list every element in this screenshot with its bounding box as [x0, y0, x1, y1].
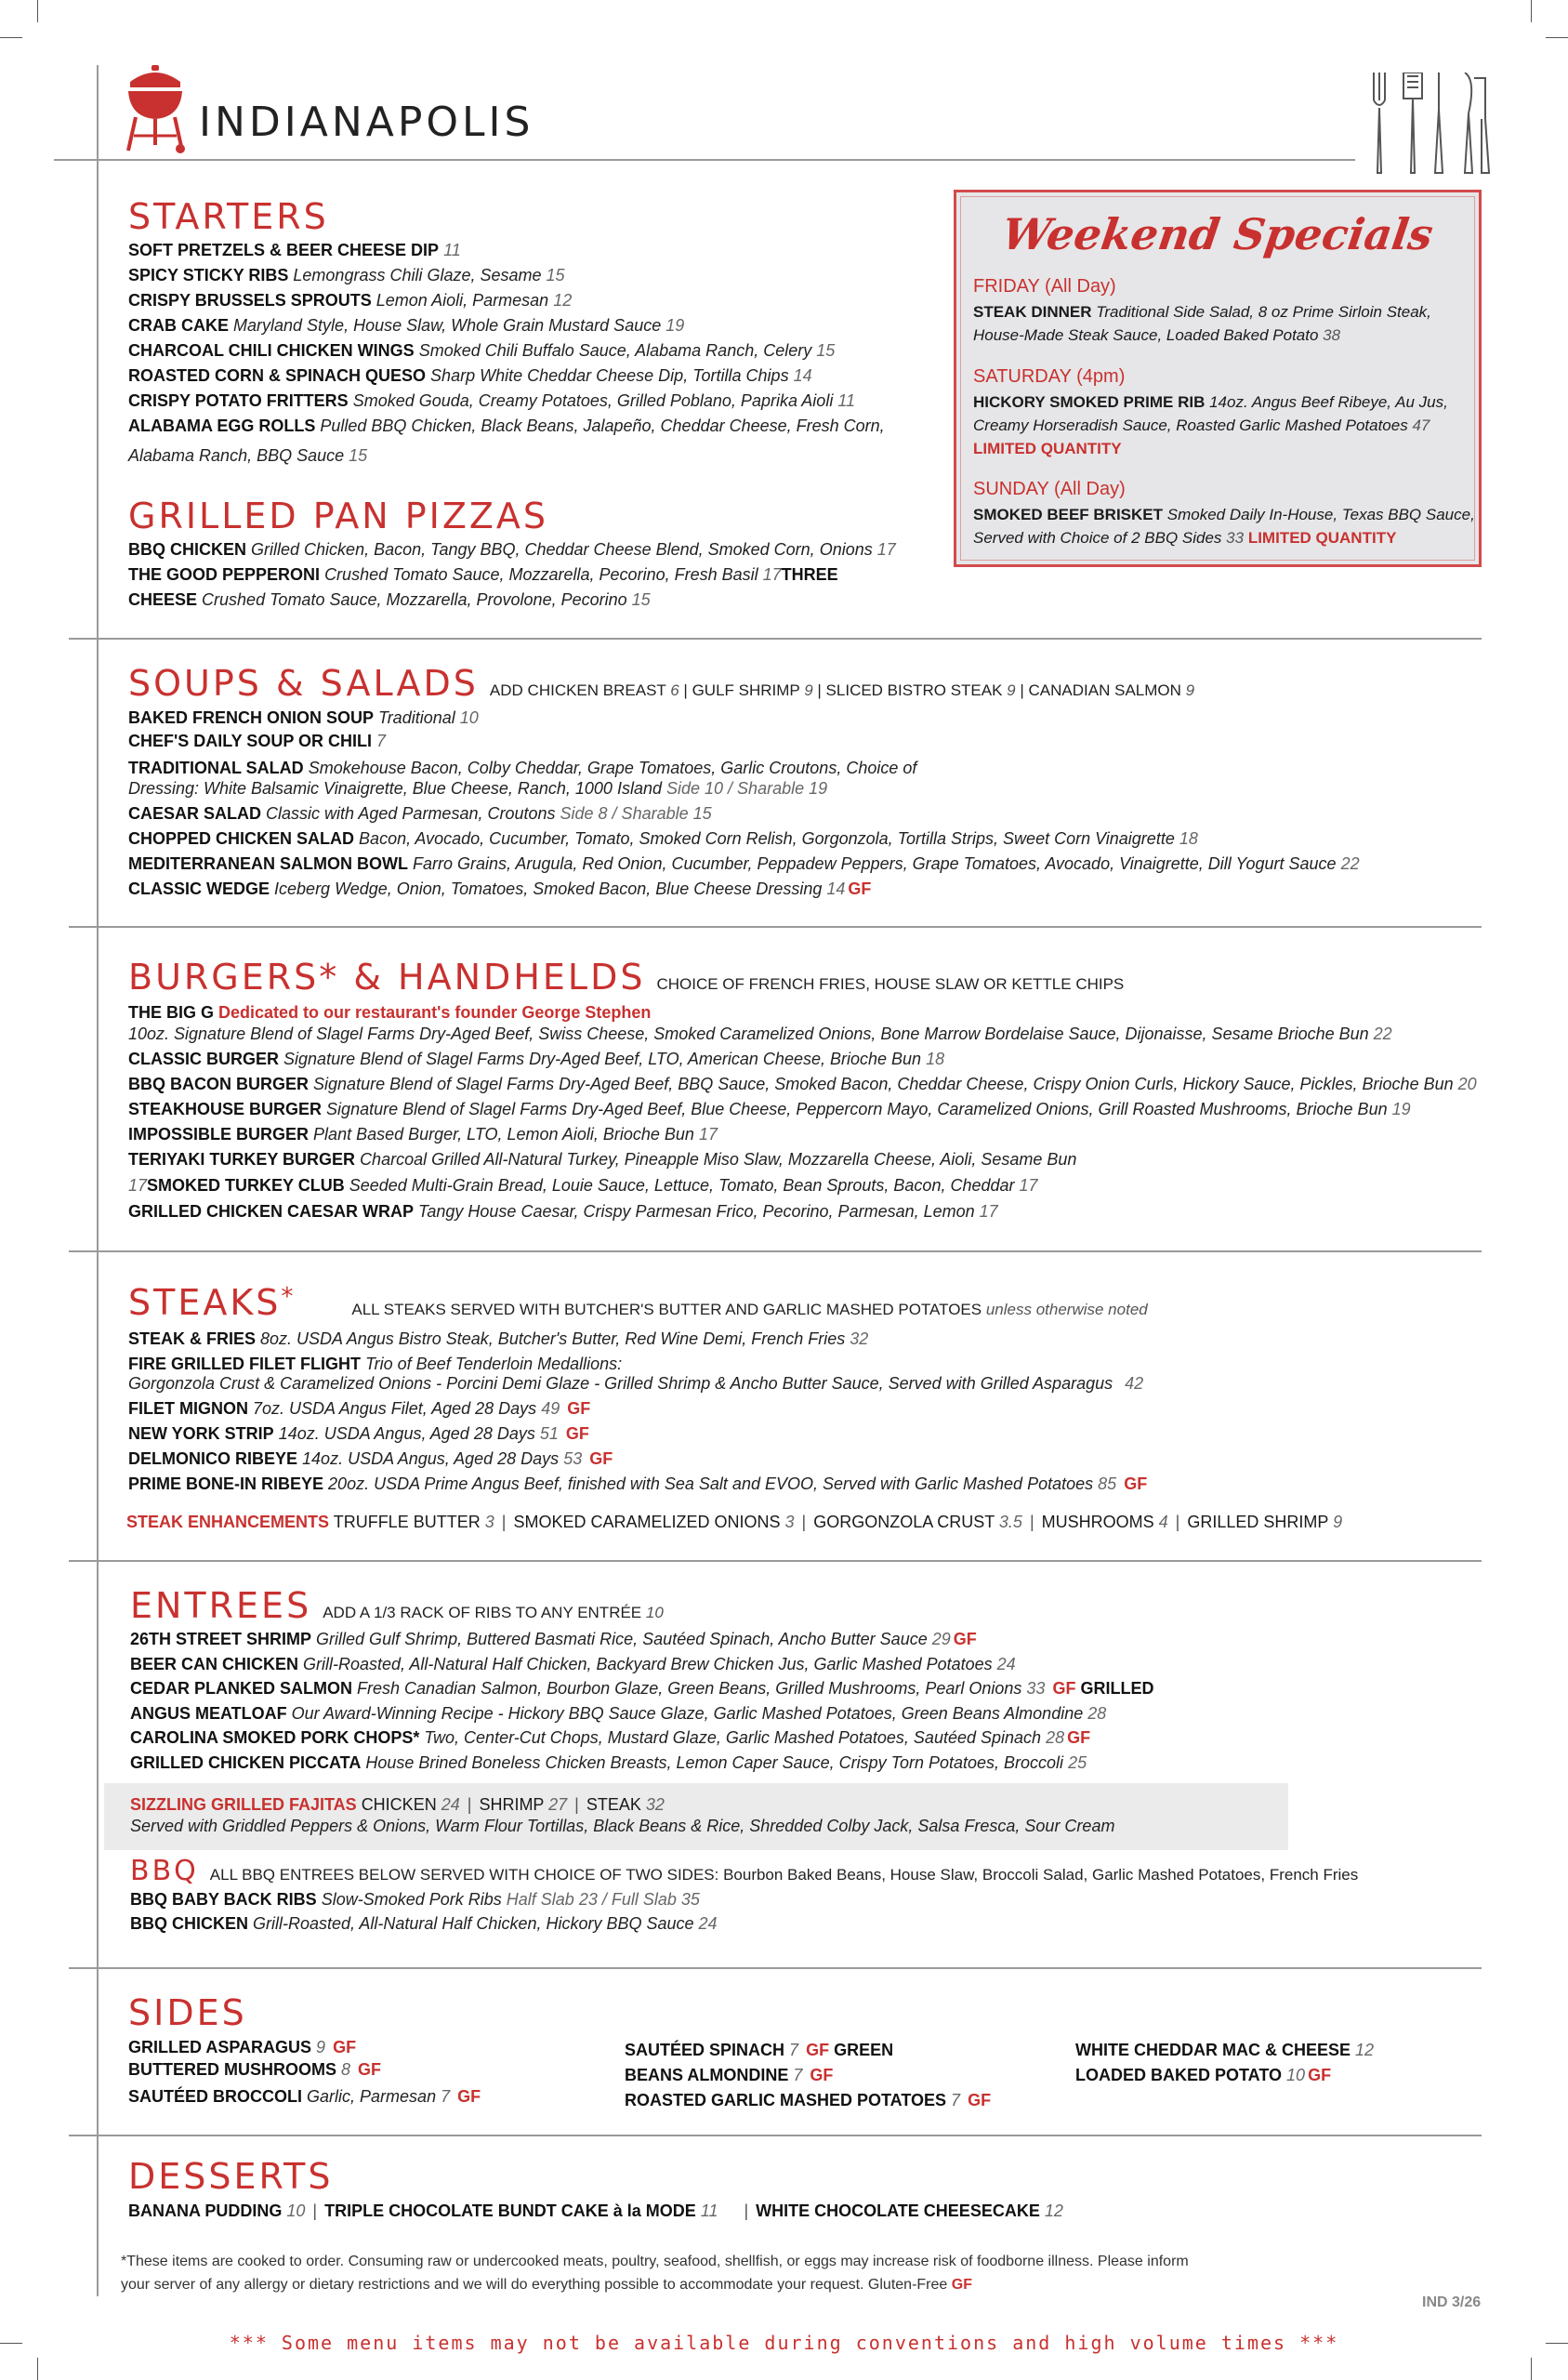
menu-item: CRAB CAKE Maryland Style, House Slaw, Whole Grain Mustard Sauce 19: [128, 316, 685, 335]
menu-item: SPICY STICKY RIBS Lemongrass Chili Glaze, Sesame 15: [128, 266, 565, 284]
crop-mark: [1531, 0, 1532, 22]
section-divider: [69, 2135, 1482, 2136]
menu-item-continued: Alabama Ranch, BBQ Sauce 15: [128, 446, 368, 465]
menu-item: ALABAMA EGG ROLLS Pulled BBQ Chicken, Black Beans, Jalapeño, Cheddar Cheese, Fresh Corn,: [128, 416, 885, 435]
section-divider: [69, 1967, 1482, 1969]
weekend-specials-box: [954, 190, 1482, 567]
crop-mark: [37, 2358, 38, 2380]
menu-item: STEAKHOUSE BURGER Signature Blend of Slagel Farms Dry-Aged Beef, Blue Cheese, Peppercorn Mayo, Caramelized Onions, Grill Roasted Mushrooms, Brioche Bun 19: [128, 1100, 1411, 1118]
special-friday-cont: House-Made Steak Sauce, Loaded Baked Potato 38: [973, 326, 1341, 344]
side-item: WHITE CHEDDAR MAC & CHEESE 12: [1075, 2041, 1375, 2059]
menu-item: CLASSIC BURGER Signature Blend of Slagel Farms Dry-Aged Beef, LTO, American Cheese, Brioche Bun 18: [128, 1050, 945, 1068]
side-item: LOADED BAKED POTATO 10 GF: [1075, 2066, 1332, 2084]
section-title-sides: SIDES: [128, 1992, 247, 2033]
menu-item: NEW YORK STRIP 14oz. USDA Angus, Aged 28 Days 51 GF: [128, 1424, 589, 1443]
section-title-steaks: STEAKS* ALL STEAKS SERVED WITH BUTCHER'S BUTTER AND GARLIC MASHED POTATOES unless otherwise noted: [128, 1282, 1148, 1323]
menu-item: CLASSIC WEDGE Iceberg Wedge, Onion, Tomatoes, Smoked Bacon, Blue Cheese Dressing 14 GF: [128, 879, 872, 898]
section-title-entrees: ENTREES ADD A 1/3 RACK OF RIBS TO ANY ENTRÉE 10: [130, 1585, 664, 1626]
side-item: SAUTÉED BROCCOLI Garlic, Parmesan 7 GF: [128, 2087, 481, 2106]
menu-item: TRADITIONAL SALAD Smokehouse Bacon, Colby Cheddar, Grape Tomatoes, Garlic Croutons, Choice of: [128, 759, 917, 777]
side-item: BUTTERED MUSHROOMS 8 GF: [128, 2060, 382, 2079]
menu-item: CHEF'S DAILY SOUP OR CHILI 7: [128, 732, 387, 750]
menu-item: THE GOOD PEPPERONI Crushed Tomato Sauce, Mozzarella, Pecorino, Fresh Basil 17THREE: [128, 565, 838, 584]
section-divider: [69, 638, 1482, 640]
menu-item: CRISPY POTATO FRITTERS Smoked Gouda, Creamy Potatoes, Grilled Poblano, Paprika Aioli 11: [128, 391, 856, 410]
side-item: SAUTÉED SPINACH 7 GF GREEN: [625, 2041, 894, 2059]
menu-item: CHEESE Crushed Tomato Sauce, Mozzarella, Provolone, Pecorino 15: [128, 590, 651, 609]
menu-item: BBQ CHICKEN Grill-Roasted, All-Natural Half Chicken, Hickory BBQ Sauce 24: [130, 1914, 718, 1933]
menu-item: BBQ BACON BURGER Signature Blend of Slagel Farms Dry-Aged Beef, BBQ Sauce, Smoked Bacon, Cheddar Cheese, Crispy Onion Curls, Hickory Sauce, Pickles, Brioche Bun 20: [128, 1075, 1477, 1093]
soups-add-ons: ADD CHICKEN BREAST 6 | GULF SHRIMP 9 | SLICED BISTRO STEAK 9 | CANADIAN SALMON 9: [489, 681, 1195, 699]
special-saturday-flag: LIMITED QUANTITY: [973, 440, 1122, 457]
menu-item: FIRE GRILLED FILET FLIGHT Trio of Beef Tenderloin Medallions:: [128, 1355, 623, 1373]
menu-item-fajitas: SIZZLING GRILLED FAJITAS CHICKEN 24 | SHRIMP 27 | STEAK 32: [130, 1795, 665, 1814]
menu-item-continued: Served with Griddled Peppers & Onions, Warm Flour Tortillas, Black Beans & Rice, Shredded Colby Jack, Salsa Fresca, Sour Cream: [130, 1817, 1115, 1835]
section-divider: [69, 1250, 1482, 1252]
menu-item: SOFT PRETZELS & BEER CHEESE DIP 11: [128, 241, 461, 259]
menu-item: GRILLED CHICKEN CAESAR WRAP Tangy House Caesar, Crispy Parmesan Frico, Pecorino, Parmesan, Lemon 17: [128, 1202, 998, 1221]
section-divider: [69, 926, 1482, 928]
special-sunday-cont: Served with Choice of 2 BBQ Sides 33 LIMITED QUANTITY: [973, 529, 1397, 547]
menu-item: STEAK & FRIES 8oz. USDA Angus Bistro Steak, Butcher's Butter, Red Wine Demi, French Fries 32: [128, 1329, 869, 1348]
menu-item: PRIME BONE-IN RIBEYE 20oz. USDA Prime Angus Beef, finished with Sea Salt and EVOO, Served with Garlic Mashed Potatoes 85 GF: [128, 1474, 1148, 1493]
menu-item: FILET MIGNON 7oz. USDA Angus Filet, Aged 28 Days 49 GF: [128, 1399, 591, 1418]
crop-mark: [1546, 37, 1568, 38]
menu-item-continued: Gorgonzola Crust & Caramelized Onions - Porcini Demi Glaze - Grilled Shrimp & Ancho Butter Sauce, Served with Grilled Asparagus 42: [128, 1374, 1144, 1393]
crop-mark: [1531, 2358, 1532, 2380]
availability-banner: *** Some menu items may not be available during conventions and high volume times ***: [229, 2332, 1339, 2354]
side-item: GRILLED ASPARAGUS 9 GF: [128, 2038, 357, 2056]
special-friday: STEAK DINNER Traditional Side Salad, 8 oz Prime Sirloin Steak,: [973, 303, 1431, 321]
special-day-sunday: SUNDAY (All Day): [973, 479, 1126, 499]
dessert-items: BANANA PUDDING 10 | TRIPLE CHOCOLATE BUNDT CAKE à la MODE 11 | WHITE CHOCOLATE CHEESECAKE 12: [128, 2202, 1063, 2220]
section-title-burgers: BURGERS* & HANDHELDS CHOICE OF FRENCH FRIES, HOUSE SLAW OR KETTLE CHIPS: [128, 957, 1125, 998]
special-saturday-cont: Creamy Horseradish Sauce, Roasted Garlic Mashed Potatoes 47: [973, 416, 1430, 434]
menu-item-big-g: THE BIG G Dedicated to our restaurant's founder George Stephen: [128, 1003, 652, 1022]
menu-item: DELMONICO RIBEYE 14oz. USDA Angus, Aged 28 Days 53 GF: [128, 1449, 613, 1468]
special-day-saturday: SATURDAY (4pm): [973, 366, 1126, 387]
allergy-disclaimer: *These items are cooked to order. Consuming raw or undercooked meats, poultry, seafood, shellfish, or eggs may increase risk of foodborne illness. Please inform your server of any allergy or dietary restrictions and we will do everything possible to accommodate your request. Gluten-Free GF: [121, 2254, 1189, 2293]
menu-item: BEER CAN CHICKEN Grill-Roasted, All-Natural Half Chicken, Backyard Brew Chicken Jus, Garlic Mashed Potatoes 24: [130, 1655, 1016, 1673]
menu-item: CEDAR PLANKED SALMON Fresh Canadian Salmon, Bourbon Glaze, Green Beans, Grilled Mushrooms, Pearl Onions 33 GF GRILLED: [130, 1679, 1154, 1698]
menu-item: CRISPY BRUSSELS SPROUTS Lemon Aioli, Parmesan 12: [128, 291, 573, 310]
menu-item: BAKED FRENCH ONION SOUP Traditional 10: [128, 708, 479, 727]
header-divider: [54, 159, 1355, 161]
menu-item: MEDITERRANEAN SALMON BOWL Farro Grains, Arugula, Red Onion, Cucumber, Peppadew Peppers, Grape Tomatoes, Avocado, Vinaigrette, Dill Yogurt Sauce 22: [128, 854, 1360, 873]
crop-mark: [0, 37, 22, 38]
side-item: BEANS ALMONDINE 7 GF: [625, 2066, 834, 2084]
section-title-desserts: DESSERTS: [128, 2156, 334, 2197]
left-vertical-rule: [97, 65, 99, 2296]
section-title-bbq: BBQ ALL BBQ ENTREES BELOW SERVED WITH CHOICE OF TWO SIDES: Bourbon Baked Beans, House Slaw, Broccoli Salad, Garlic Mashed Potatoes, French Fries: [130, 1855, 1359, 1887]
menu-item-continued: Dressing: White Balsamic Vinaigrette, Blue Cheese, Ranch, 1000 Island Side 10 / Sharable 19: [128, 779, 828, 798]
special-day-friday: FRIDAY (All Day): [973, 276, 1116, 297]
special-saturday: HICKORY SMOKED PRIME RIB 14oz. Angus Beef Ribeye, Au Jus,: [973, 393, 1448, 411]
steak-enhancements: STEAK ENHANCEMENTS TRUFFLE BUTTER 3 | SMOKED CARAMELIZED ONIONS 3 | GORGONZOLA CRUST 3.5 | MUSHROOMS 4 | GRILLED SHRIMP 9: [126, 1513, 1343, 1531]
grill-logo-icon: [123, 65, 188, 154]
utensils-icon: [1364, 73, 1495, 175]
restaurant-location-title: INDIANAPOLIS: [199, 99, 534, 146]
menu-item: CAESAR SALAD Classic with Aged Parmesan, Croutons Side 8 / Sharable 15: [128, 804, 712, 823]
menu-item: 17SMOKED TURKEY CLUB Seeded Multi-Grain Bread, Louie Sauce, Lettuce, Tomato, Bean Sprouts, Bacon, Cheddar 17: [128, 1176, 1038, 1195]
section-divider: [69, 1560, 1482, 1562]
section-title-soups: SOUPS & SALADS ADD CHICKEN BREAST 6 | GULF SHRIMP 9 | SLICED BISTRO STEAK 9 | CANADIAN SALMON 9: [128, 663, 1195, 704]
section-title-pizzas: GRILLED PAN PIZZAS: [128, 496, 549, 536]
menu-item: BBQ CHICKEN Grilled Chicken, Bacon, Tangy BBQ, Cheddar Cheese Blend, Smoked Corn, Onions 17: [128, 540, 896, 559]
menu-item: ROASTED CORN & SPINACH QUESO Sharp White Cheddar Cheese Dip, Tortilla Chips 14: [128, 366, 812, 385]
menu-item: CAROLINA SMOKED PORK CHOPS* Two, Center-Cut Chops, Mustard Glaze, Garlic Mashed Potatoes, Sautéed Spinach 28 GF: [130, 1728, 1091, 1747]
menu-item: GRILLED CHICKEN PICCATA House Brined Boneless Chicken Breasts, Lemon Caper Sauce, Crispy Torn Potatoes, Broccoli 25: [130, 1753, 1087, 1772]
section-title-starters: STARTERS: [128, 196, 329, 237]
menu-item: 26TH STREET SHRIMP Grilled Gulf Shrimp, Buttered Basmati Rice, Sautéed Spinach, Ancho Butter Sauce 29 GF: [130, 1630, 977, 1648]
menu-version-code: IND 3/26: [1422, 2294, 1482, 2310]
menu-item: CHOPPED CHICKEN SALAD Bacon, Avocado, Cucumber, Tomato, Smoked Corn Relish, Gorgonzola, Tortilla Strips, Sweet Corn Vinaigrette 18: [128, 829, 1198, 848]
special-sunday: SMOKED BEEF BRISKET Smoked Daily In-House, Texas BBQ Sauce,: [973, 506, 1475, 523]
side-item: ROASTED GARLIC MASHED POTATOES 7 GF: [625, 2091, 992, 2109]
menu-item: IMPOSSIBLE BURGER Plant Based Burger, LTO, Lemon Aioli, Brioche Bun 17: [128, 1125, 718, 1144]
menu-item: ANGUS MEATLOAF Our Award-Winning Recipe - Hickory BBQ Sauce Glaze, Garlic Mashed Potatoes, Green Beans Almondine 28: [130, 1704, 1107, 1723]
specials-title: Weekend Specials: [998, 209, 1437, 259]
menu-item: CHARCOAL CHILI CHICKEN WINGS Smoked Chili Buffalo Sauce, Alabama Ranch, Celery 15: [128, 341, 836, 360]
crop-mark: [37, 0, 38, 22]
menu-item: TERIYAKI TURKEY BURGER Charcoal Grilled All-Natural Turkey, Pineapple Miso Slaw, Mozzarella Cheese, Aioli, Sesame Bun: [128, 1150, 1077, 1169]
menu-item: BBQ BABY BACK RIBS Slow-Smoked Pork Ribs Half Slab 23 / Full Slab 35: [130, 1890, 700, 1909]
menu-item-continued: 10oz. Signature Blend of Slagel Farms Dry-Aged Beef, Swiss Cheese, Smoked Caramelized Onions, Bone Marrow Bordelaise Sauce, Dijonaisse, Sesame Brioche Bun 22: [128, 1025, 1392, 1043]
